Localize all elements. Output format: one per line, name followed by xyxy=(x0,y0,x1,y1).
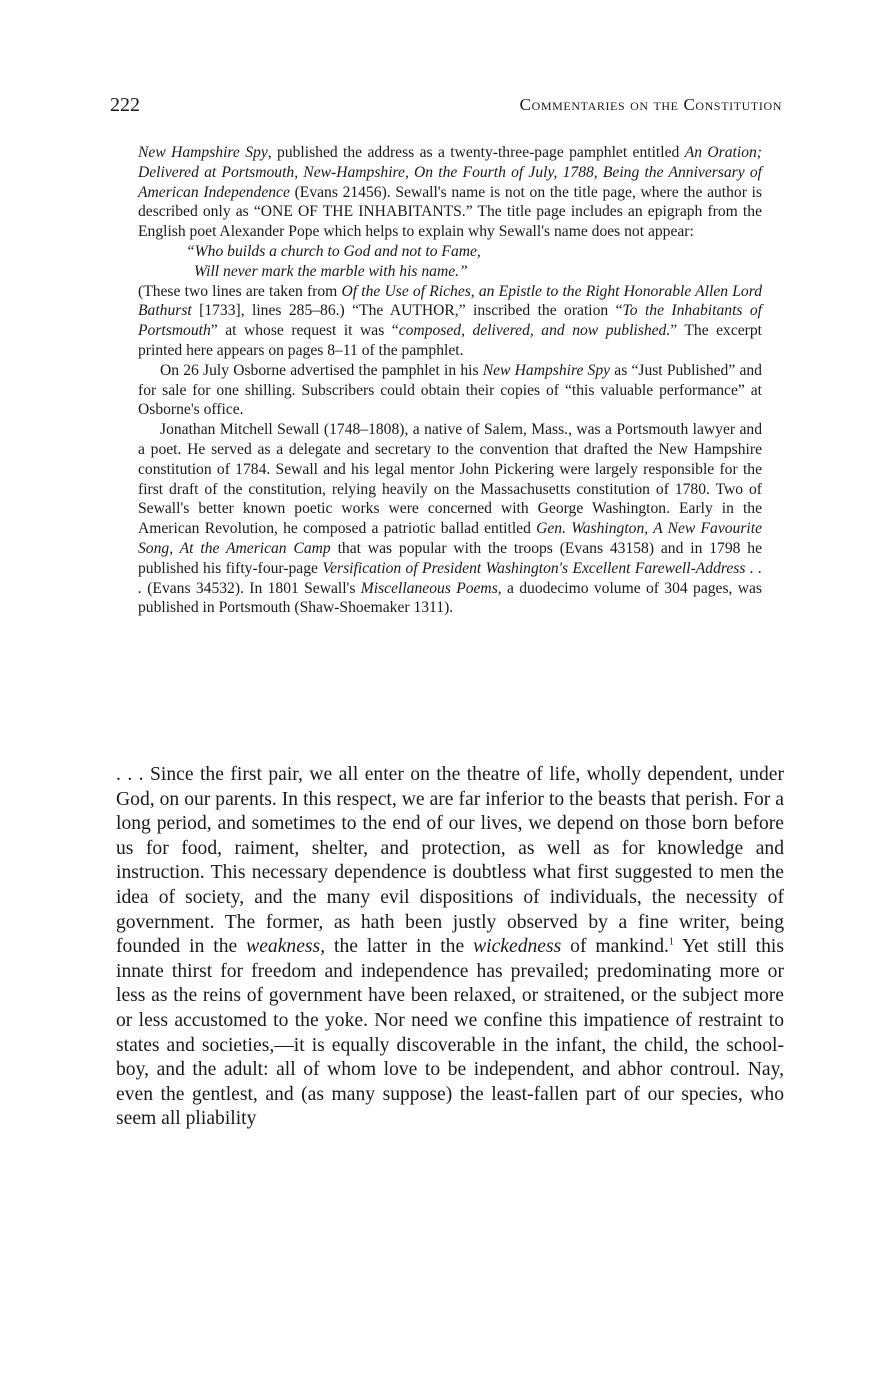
note-paragraph-3 xyxy=(138,361,762,420)
note-paragraph-2 xyxy=(138,282,762,361)
text-run: (Evans 21456). Sewall's name is not on the title page, where the author is described only as “ONE OF THE INHABITANTS.” The title page includes an epigraph from the English poet Alexander Pope which helps to explain why Sewall's name does not appear: xyxy=(138,183,763,241)
running-head: Commentaries on the Constitution xyxy=(519,95,782,114)
footnote-marker: 1 xyxy=(668,936,674,948)
italic-text: Miscellaneous Poems xyxy=(360,579,498,597)
text-run: ” The excerpt printed here appears on pages 8–11 of the pamphlet. xyxy=(138,322,763,359)
italic-text: wickedness xyxy=(473,936,562,958)
text-run: of mankind. xyxy=(561,936,669,958)
italic-text: Versification of President Washington's Excellent Farewell-Address . . . xyxy=(138,559,762,597)
italic-text: New Hampshire Spy xyxy=(482,361,611,379)
epigraph-line-2: Will never mark the marble with his name.” xyxy=(194,262,468,280)
italic-text: weakness xyxy=(246,936,321,958)
text-run: ” at whose request it was “ xyxy=(210,322,399,340)
text-run: that was popular with the troops (Evans 43158) and in 1798 he published his fifty-four-page xyxy=(138,539,762,577)
italic-text: Of the Use of Riches, an Epistle to the Right Honorable Allen Lord Bathurst xyxy=(138,282,762,320)
text-run: (These two lines are taken from xyxy=(138,282,342,300)
text-run: Jonathan Mitchell Sewall (1748–1808), a native of Salem, Mass., was a Portsmouth lawyer and a poet. He served as a delegate and secretary to the convention that drafted the New Hampshire constitution of 1784. Sewall and his legal mentor John Pickering were largely responsible for the first draft of the constitution, relying heavily on the Massachusetts constitution of 1780. Two of Sewall's better known poetic works were concerned with George Washington. Early in the American Revolution, he composed a patriotic ballad entitled xyxy=(138,421,762,538)
note-paragraph-1 xyxy=(138,143,762,242)
text-run: , published the address as a twenty-three-page pamphlet entitled xyxy=(267,144,685,161)
text-run: , a duodecimo volume of 304 pages, was published in Portsmouth (Shaw-Shoemaker 1311). xyxy=(138,579,763,617)
oration-excerpt xyxy=(116,763,784,1132)
note-paragraph-4 xyxy=(138,420,762,618)
text-run: , the latter in the xyxy=(320,936,474,958)
epigraph xyxy=(186,242,762,282)
italic-text: An Oration; Delivered at Portsmouth, New-Hampshire, On the Fourth of July, 1788, Being the Anniversary of American Independence xyxy=(138,144,762,201)
text-run: Yet still this innate thirst for freedom and independence has prevailed; predominating more or less as the reins of government have been relaxed, or straitened, or the subject more or less accustomed to the yoke. Nor need we confine this impatience of restraint to states and societies,—it is equally discoverable in the infant, the child, the school-boy, and the adult: all of whom love to be independent, and abhor controul. Nay, even the gentlest, and (as many suppose) the least-fallen part of our species, who seem all pliability xyxy=(116,936,784,1130)
italic-text: To the Inhabitants of Portsmouth xyxy=(138,302,762,340)
editorial-note xyxy=(138,143,762,618)
italic-text: Gen. Washington, A New Favourite Song, At the American Camp xyxy=(138,520,762,557)
text-run: [1733], lines 285–86.) “The AUTHOR,” inscribed the oration “ xyxy=(191,302,623,320)
epigraph-line-1: “Who builds a church to God and not to Fame, xyxy=(186,242,481,260)
text-run: as “Just Published” and for sale for one shilling. Subscribers could obtain their copies of “this valuable performance” at Osborne's office. xyxy=(138,361,762,419)
italic-text: New Hampshire Spy xyxy=(138,144,268,161)
page-header xyxy=(110,94,782,124)
text-run: On 26 July Osborne advertised the pamphlet in his xyxy=(160,361,483,379)
text-run: . . . Since the first pair, we all enter on the theatre of life, wholly dependent, under God, on our parents. In this respect, we are far inferior to the beasts that perish. For a long period, and sometimes to the end of our lives, we depend on those born before us for food, raiment, shelter, and protection, as well as for knowledge and instruction. This necessary dependence is doubtless what first suggested to men the idea of society, and the many evil dispositions of individuals, the necessity of government. The former, as hath been justly observed by a fine writer, being founded in the xyxy=(116,764,784,958)
text-run: (Evans 34532). In 1801 Sewall's xyxy=(141,579,361,597)
page-number: 222 xyxy=(110,94,140,116)
italic-text: composed, delivered, and now published. xyxy=(398,322,671,340)
